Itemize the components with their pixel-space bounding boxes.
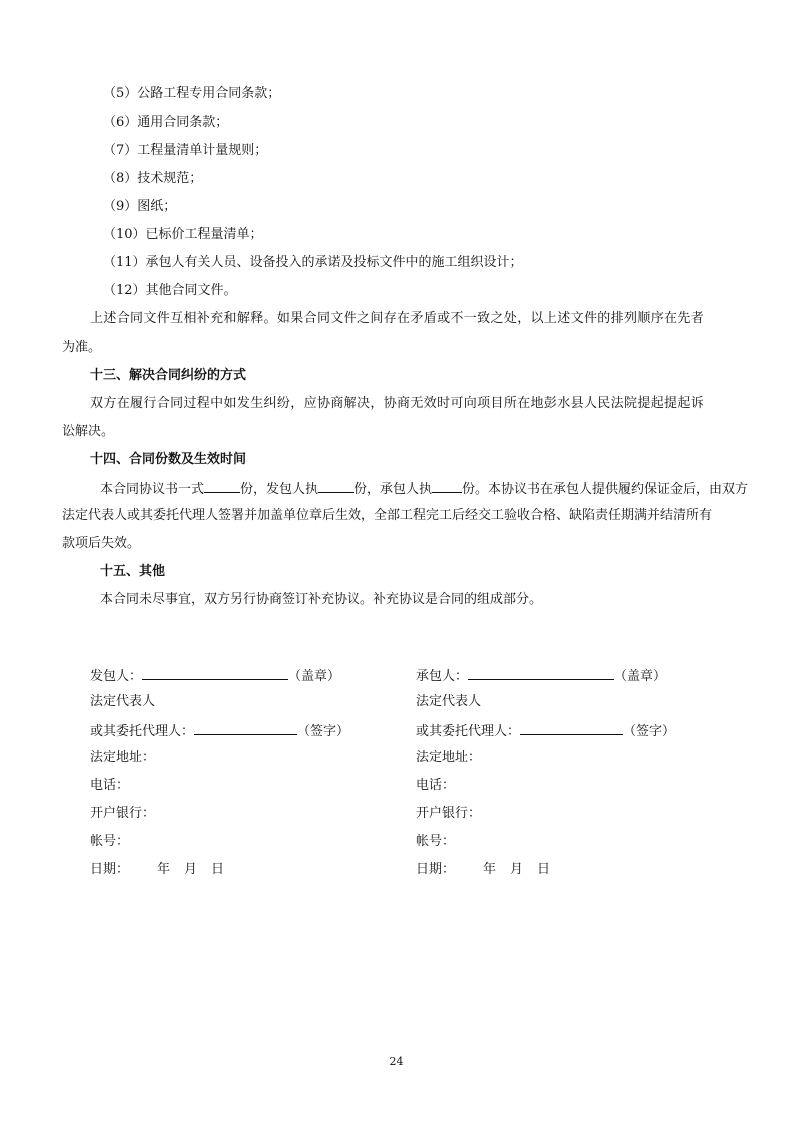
contractor-copies-blank[interactable] xyxy=(432,480,462,493)
employer-legal-rep: 法定代表人 xyxy=(90,694,156,709)
page-number: 24 xyxy=(389,1055,404,1068)
order-paragraph-line-1: 上述合同文件互相补充和解释。如果合同文件之间存在矛盾或不一致之处，以上述文件的排列顺序在先者 xyxy=(90,311,705,326)
employer-label: 发包人： xyxy=(90,669,143,684)
employer-party-line xyxy=(90,667,340,685)
section-14-title: 十四、合同份数及生效时间 xyxy=(90,452,247,467)
list-item: （6）通用合同条款； xyxy=(103,115,229,130)
contractor-date-label: 日期： xyxy=(416,862,456,877)
employer-account: 帐号： xyxy=(90,834,130,849)
list-item: （8）技术规范； xyxy=(103,171,203,186)
employer-seal-label: （盖章） xyxy=(288,669,341,684)
section-13-title: 十三、解决合同纠纷的方式 xyxy=(90,368,247,383)
contractor-sign-label: （签字） xyxy=(623,724,676,739)
contractor-name-blank[interactable] xyxy=(468,667,614,680)
section-14-paragraph-line-1 xyxy=(100,480,748,498)
total-copies-blank[interactable] xyxy=(204,480,240,493)
copies-text-a: 本合同协议书一式 xyxy=(100,482,205,497)
employer-month: 月 xyxy=(184,862,198,877)
contractor-agent-label: 或其委托代理人： xyxy=(416,724,521,739)
contractor-date-line xyxy=(416,862,550,878)
employer-day: 日 xyxy=(211,862,225,877)
employer-phone: 电话： xyxy=(90,778,130,793)
contractor-address: 法定地址： xyxy=(416,750,482,765)
section-14-paragraph-line-3: 款项后失效。 xyxy=(62,536,141,551)
employer-agent-line xyxy=(90,722,349,740)
contractor-label: 承包人： xyxy=(416,669,469,684)
employer-agent-label: 或其委托代理人： xyxy=(90,724,195,739)
section-13-paragraph-line-1: 双方在履行合同过程中如发生纠纷，应协商解决，协商无效时可向项目所在地彭水县人民法院提起提起诉 xyxy=(90,396,705,411)
employer-date-line xyxy=(90,862,224,878)
employer-year: 年 xyxy=(157,862,171,877)
section-15-paragraph: 本合同未尽事宜，双方另行协商签订补充协议。补充协议是合同的组成部分。 xyxy=(100,592,543,607)
contractor-agent-line xyxy=(416,722,675,740)
employer-date-label: 日期： xyxy=(90,862,130,877)
contractor-seal-label: （盖章） xyxy=(614,669,667,684)
contractor-legal-rep: 法定代表人 xyxy=(416,694,482,709)
order-paragraph-line-2: 为准。 xyxy=(62,340,102,355)
employer-name-blank[interactable] xyxy=(142,667,288,680)
copies-text-c: 份，承包人执 xyxy=(354,482,433,497)
contractor-party-line xyxy=(416,667,666,685)
contractor-agent-blank[interactable] xyxy=(520,722,623,735)
list-item: （12）其他合同文件。 xyxy=(103,283,237,298)
list-item: （10）已标价工程量清单； xyxy=(103,227,263,242)
copies-text-d: 份。本协议书在承包人提供履约保证金后，由双方 xyxy=(462,482,749,497)
list-item: （9）图纸； xyxy=(103,199,177,214)
contractor-month: 月 xyxy=(510,862,524,877)
employer-copies-blank[interactable] xyxy=(318,480,354,493)
copies-text-b: 份，发包人执 xyxy=(240,482,319,497)
employer-agent-blank[interactable] xyxy=(194,722,297,735)
employer-bank: 开户银行： xyxy=(90,806,156,821)
employer-address: 法定地址： xyxy=(90,750,156,765)
employer-sign-label: （签字） xyxy=(297,724,350,739)
contractor-year: 年 xyxy=(483,862,497,877)
section-13-paragraph-line-2: 讼解决。 xyxy=(62,424,115,439)
contractor-account: 帐号： xyxy=(416,834,456,849)
contractor-phone: 电话： xyxy=(416,778,456,793)
list-item: （7）工程量清单计量规则； xyxy=(103,143,268,158)
section-15-title: 十五、其他 xyxy=(100,564,166,579)
section-14-paragraph-line-2: 法定代表人或其委托代理人签署并加盖单位章后生效，全部工程完工后经交工验收合格、缺陷责任期满并结清所有 xyxy=(62,508,713,523)
contractor-bank: 开户银行： xyxy=(416,806,482,821)
list-item: （11）承包人有关人员、设备投入的承诺及投标文件中的施工组织设计； xyxy=(103,255,523,270)
list-item: （5）公路工程专用合同条款； xyxy=(103,86,281,101)
contractor-day: 日 xyxy=(537,862,551,877)
